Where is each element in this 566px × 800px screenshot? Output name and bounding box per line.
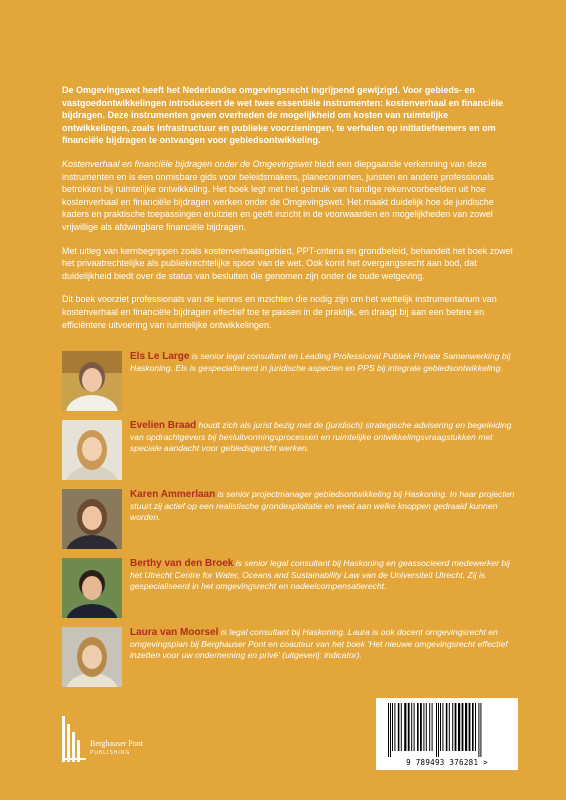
author-3 <box>62 489 517 549</box>
author-4 <box>62 558 517 618</box>
author-photo <box>62 627 122 687</box>
paragraph-2: Met uitleg van kernbegrippen zoals kostenverhaalsgebied, PPT-criteria en grondbeleid, behandelt het boek zowel het privaatrechtelijke als publiekrechtelijke spoor van de wet. Ook komt het overgangsrecht aan bod, dat duidelijkheid biedt over de status van besluiten die genomen zijn onder de oude wetgeving. <box>62 245 513 281</box>
author-name: Laura van Moorsel <box>130 627 219 638</box>
book-title-italic: Kostenverhaal en financiële bijdragen onder de Omgevingswet <box>62 158 313 169</box>
author-photo <box>62 489 122 549</box>
author-description: is senior legal consultant bij Haskoning en geassocieerd medewerker bij het Utrecht Centre for Water, Oceans and Sustainability Law van de Universiteit Utrecht. Zij is gespecialiseerd in het omgevingsrecht en nadeelcompensatierecht. <box>130 558 510 592</box>
paragraph-3: Dit boek voorziet professionals van de kennis en inzichten die nodig zijn om het wettelijk instrumentarium van kostenverhaal en financiële bijdragen effectief toe te passen in de praktijk, en draagt bij aan een betere en efficiëntere uitvoering van ruimtelijke ontwikkelingen. <box>62 294 497 330</box>
isbn-barcode <box>376 698 518 770</box>
author-bio <box>130 558 517 593</box>
author-photo <box>62 420 122 480</box>
author-bio <box>130 420 517 455</box>
author-description: houdt zich als jurist bezig met de (juridisch) strategische advisering en begeleiding van opdrachtgevers bij besluitvormingsprocessen en ruimtelijke ontwikkelingsvraagstukken met speciale aandacht voor gebiedsgericht werken. <box>130 420 512 454</box>
author-photo <box>62 351 122 411</box>
author-bio <box>130 351 517 374</box>
publisher-sub: PUBLISHING <box>90 750 131 756</box>
author-description: is legal consultant bij Haskoning. Laura is ook docent omgevingsrecht en omgevingsplan bij Berghauser Pont en coauteur van het boek 'Het nieuwe omgevingsrecht effectief inzetten voor uw onderneming en privé' (uitgeverij: indicator). <box>130 627 508 661</box>
author-1 <box>62 351 517 411</box>
author-2 <box>62 420 517 480</box>
author-bio <box>130 627 517 662</box>
publisher-name: Berghauser Pont <box>90 739 143 748</box>
publisher-mark-icon <box>62 714 86 764</box>
author-5 <box>62 627 517 687</box>
isbn-number: 9 789493 376281 > <box>406 758 488 767</box>
lead-paragraph: De Omgevingswet heeft het Nederlandse omgevingsrecht ingrijpend gewijzigd. Voor gebieds- en vastgoedontwikkelingen introduceert de wet twee essentiële instrumenten: kostenverhaal en financiële bijdragen. Deze instrumenten geven overheden de mogelijkheid om kosten van ruimtelijke ontwikkelingen, zoals infrastructuur en publieke voorzieningen, te verhalen op initiatiefnemers en om financiële bijdragen te ontvangen voor gebiedsontwikkeling. <box>62 85 504 146</box>
publisher-logo <box>62 714 172 764</box>
paragraph-1 <box>62 158 517 234</box>
author-bio <box>130 489 517 524</box>
author-photo <box>62 558 122 618</box>
blurb <box>62 84 517 342</box>
author-description: is senior projectmanager gebiedsontwikkeling bij Haskoning. In haar projecten stuurt zij actief op een realistische grondexploitatie en weet aan welke knoppen gedraaid kunnen worden. <box>130 489 515 523</box>
author-description: is senior legal consultant en Leading Professional Publiek Private Samenwerking bij Haskoning. Els is gespecialiseerd in juridische aspecten en PPS bij integrale gebiedsontwikkeling. <box>130 351 511 373</box>
barcode-bars-icon <box>384 703 510 757</box>
paragraph-1-text: biedt een diepgaande verkenning van deze instrumenten en is een onmisbare gids voor beleidsmakers, planeconomen, juristen en andere professionals betrokken bij ruimtelijke ontwikkeling. Het boek legt met het gebruik van handige rekenvoorbeelden uit hoe kostenverhaal en financiële bijdragen werken onder de Omgevingswet. Het maakt duidelijk hoe de juridische kaders en praktische toepassingen eruitzien en geeft inzicht in de voorwaarden en mogelijkheden van zowel vrijwillige als afdwingbare financiële bijdragen. <box>62 158 494 232</box>
author-name: Evelien Braad <box>130 420 197 431</box>
author-name: Els Le Large <box>130 351 190 362</box>
author-name: Karen Ammerlaan <box>130 489 216 500</box>
author-name: Berthy van den Broek <box>130 558 234 569</box>
